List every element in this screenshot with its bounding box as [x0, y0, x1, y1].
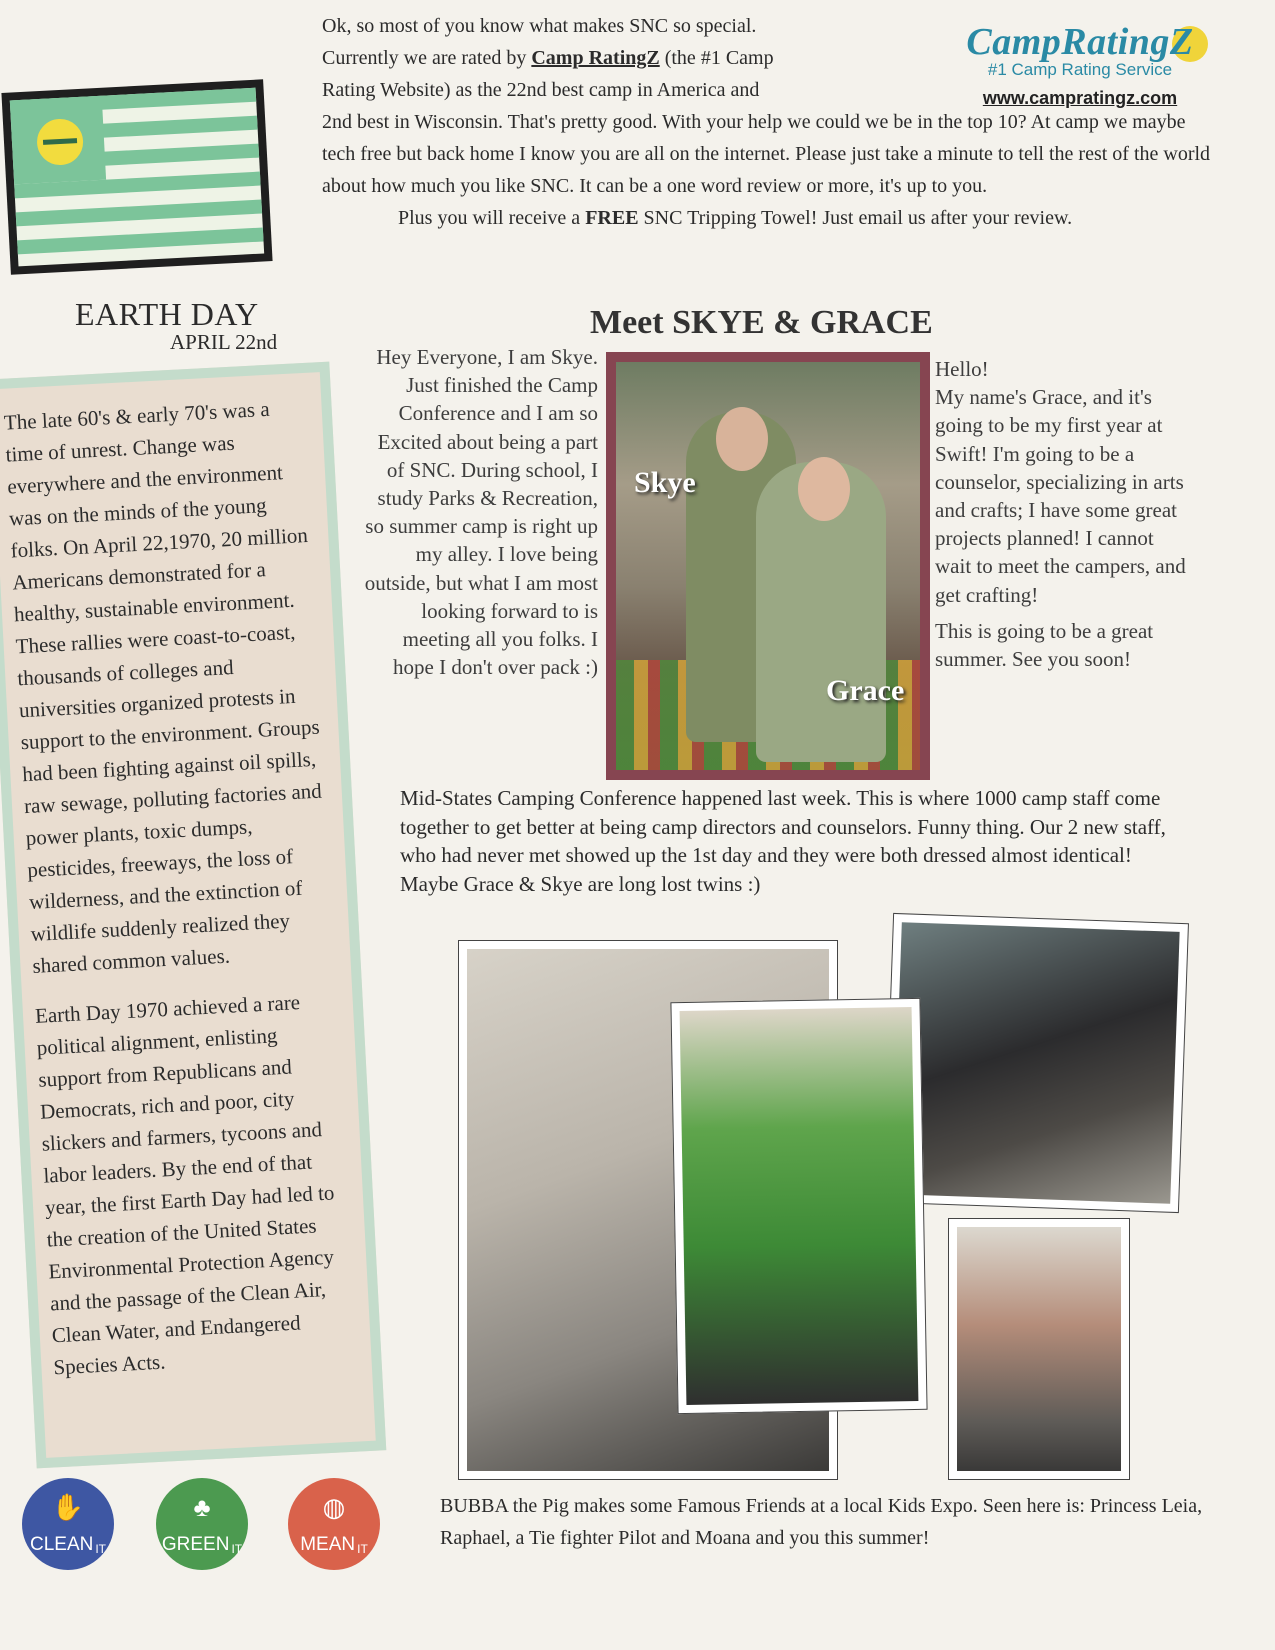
badge-word: CLEAN	[29, 1534, 94, 1555]
earth-flag-image	[1, 79, 272, 274]
earth-day-paragraph-2: Earth Day 1970 achieved a rare political alignment, enlisting support from Republicans and Democrats, rich and poor, city slickers and farmers, tycoons and labor leaders. By the end of that year, the first Earth Day had led to the creation of the United States Environmental Protection Agency and the passage of the Clean Air, Clean Water, and Endangered Species Acts.	[34, 990, 335, 1380]
meet-heading: Meet SKYE & GRACE	[590, 304, 933, 341]
raphael-photo	[670, 998, 927, 1414]
clean-it-badge	[22, 1478, 114, 1570]
badge-word: GREEN	[161, 1534, 230, 1555]
campratingz-url-link[interactable]: www.campratingz.com	[982, 88, 1178, 108]
collage-caption: BUBBA the Pig makes some Famous Friends at a local Kids Expo. Seen here is: Princess Leia, Raphael, a Tie fighter Pilot and Moana and you this summer!	[440, 1495, 1203, 1549]
earth-day-date: APRIL 22nd	[170, 330, 278, 354]
intro-body: 2nd best in Wisconsin. That's pretty good. With your help we could we be in the top 10? At camp we maybe tech free but back home I know you are all on the internet. Please just take a minute to tell the rest of the world about how much you like SNC. It can be a one word review or more, it's up to you.	[322, 111, 1211, 197]
skye-grace-photo	[606, 352, 930, 780]
intro-line2-end: (the #1 Camp	[659, 47, 774, 69]
intro-line3: Rating Website) as the 22nd best camp in America and	[322, 79, 760, 101]
logo-tagline: #1 Camp Rating Service	[987, 60, 1173, 79]
photo-label-skye: Skye	[634, 466, 696, 499]
grace-greeting: Hello!	[935, 357, 989, 381]
conference-paragraph: Mid-States Camping Conference happened last week. This is where 1000 camp staff come together to get better at being camp directors and counselors. Funny thing. Our 2 new staff, who had never met showed up the 1st day and they were both dressed almost identical! Maybe Grace & Skye are long lost twins :)	[400, 786, 1166, 896]
globe-icon: ◍	[322, 1492, 346, 1522]
grace-intro	[935, 355, 1195, 673]
intro-line2: Currently we are rated by	[322, 47, 532, 69]
badge-suffix: IT	[357, 1542, 368, 1556]
photo-label-grace: Grace	[826, 674, 905, 707]
earth-day-article	[0, 362, 386, 1469]
towel-offer-end: SNC Tripping Towel! Just email us after your review.	[638, 207, 1073, 229]
grace-body: My name's Grace, and it's going to be my first year at Swift! I'm going to be a counselor, specializing in arts and crafts; I have some great projects planned! I cannot wait to meet the campers, and get crafting!	[935, 385, 1186, 607]
badge-suffix: IT	[95, 1542, 107, 1556]
hand-icon: ✋	[51, 1492, 85, 1522]
earth-day-title: EARTH DAY	[75, 296, 259, 332]
tie-fighter-pilot-photo	[883, 913, 1189, 1213]
earth-day-paragraph-1: The late 60's & early 70's was a time of unrest. Change was everywhere and the environment was on the minds of the young folks. On April 22,1970, 20 million Americans demonstrated for a healthy, sustainable environment. These rallies were coast-to-coast, thousands of colleges and universities organized protests in support to the environment. Groups had been fighting against oil spills, raw sewage, polluting factories and power plants, toxic dumps, pesticides, freeways, the loss of wilderness, and the extinction of wildlife suddenly realized they shared common values.	[3, 396, 323, 978]
green-it-badge	[156, 1478, 248, 1570]
badge-word: MEAN	[300, 1534, 356, 1555]
free-label: FREE	[585, 207, 639, 229]
campratingz-logo	[925, 20, 1235, 109]
mean-it-badge	[288, 1478, 380, 1570]
towel-offer: Plus you will receive a	[398, 207, 586, 229]
footprint-icon: ♣	[193, 1492, 211, 1522]
intro-line1: Ok, so most of you know what makes SNC so special.	[322, 15, 757, 37]
camp-ratingz-link[interactable]: Camp RatingZ	[531, 47, 660, 69]
logo-brand: CampRatingZ	[966, 21, 1194, 63]
moana-photo	[948, 1218, 1130, 1480]
badge-suffix: IT	[231, 1542, 243, 1556]
grace-closing: This is going to be a great summer. See you soon!	[935, 618, 1154, 672]
skye-intro: Hey Everyone, I am Skye. Just finished the Camp Conference and I am so Excited about being a part of SNC. During school, I study Parks & Recreation, so summer camp is right up my alley. I love being outside, but what I am most looking forward to is meeting all you folks. I hope I don't over pack :)	[364, 345, 598, 680]
